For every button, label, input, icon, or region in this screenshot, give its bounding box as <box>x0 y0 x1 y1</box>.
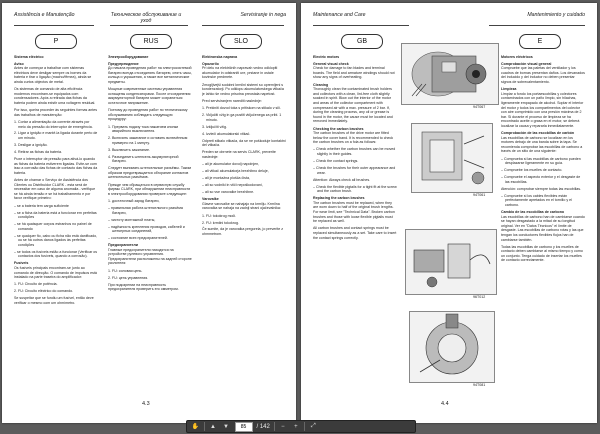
section-heading: Electric motors <box>313 55 340 59</box>
section-heading: Elektronska naprava <box>202 55 238 59</box>
zoom-out-icon[interactable]: − <box>281 423 285 430</box>
list-item: – чистоту монтажной платы, <box>108 217 156 222</box>
header-rule <box>313 25 409 26</box>
list-item: 4. Izvleči akumulatorski vtikač. <box>202 131 251 136</box>
paragraph: Zmogljivejši sodobni krmilni sistemi so opremljeni s kondenzatorji. Po odklopu akumulatorskega vtikača je lahko še vedno prisotna preostala napetost. <box>202 82 284 96</box>
section-heading: Limpieza <box>501 87 517 92</box>
page-number: 4.4 <box>441 401 449 407</box>
list-item: – ali so vse varovalke brezhibne. <box>202 190 255 195</box>
list-item: 3. Выключить зажигание. <box>108 147 150 152</box>
figure-code: 94T067 <box>473 105 486 109</box>
paragraph: Поэтому до проведения работ по техническому обслуживанию соблюдать следующую процедуру: <box>108 108 188 122</box>
section-heading: Электрооборудование <box>108 55 149 59</box>
header-gb: Maintenance and Care <box>313 12 366 18</box>
page-number: 4.3 <box>142 401 150 407</box>
list-item: 2. Vključiti vžig in ga pustiti vključenega za pribl. 1 minuto. <box>202 113 282 122</box>
header-rule <box>110 25 188 26</box>
list-item: Atención: comprobar siempre todas las escobillas. <box>501 186 582 191</box>
page-next-icon[interactable]: ▼ <box>223 423 229 430</box>
header-rule <box>489 25 585 26</box>
paragraph: Os fusíveis principais encontram-se junto ao comando de direcção. O comando de impulsos está instalado na parte traseira do amplificador: <box>14 266 97 280</box>
list-item: 2. FU: krmilni tokokrog. <box>202 220 239 225</box>
list-item: – se a ficha da bateria está a funcionar em perfeitas condições <box>14 210 97 220</box>
paragraph: Puxe o interruptor de pressão para ativá-lo quando as fichas da bateria estiverem ligadas. Evite-se com isso a corrosão das fichas de contacto das fichas da bateria. <box>14 157 98 175</box>
section-heading: Cambio de las escobillas de carbono <box>501 209 565 214</box>
text-column-ru <box>108 53 192 398</box>
paragraph: The carbon brushes of the drive motor are fitted below the cover band. It is recommended to check the carbon brushes on a fola as follows: <box>313 131 394 145</box>
section-heading: General visual check <box>313 61 349 66</box>
header-rule <box>14 25 94 26</box>
section-heading: Comprobación visual general <box>501 61 552 66</box>
paragraph: Preden se obrnete na servis CLARK, preverite naslednje: <box>202 150 276 160</box>
list-item: 4. Retirar as fichas da bateria. <box>14 150 62 155</box>
paragraph: Todas las escobillas de carbono y los muelles de contacto deben cambiarse al mismo tiempo y como un conjunto. Tenga cuidado de insertar los muelles de contacto correctamente. <box>501 244 583 263</box>
paragraph: Glavne varovalke se nahajajo na krmilju. Krmilna varovalka se nahaja na zadnji strani ojačevalnika: <box>202 201 281 211</box>
paragraph: Прежде чем обращаться в сервисную службу фирмы CLARK, при обнаружении неисправности в электрооборудовании проверьте следующее: <box>108 182 191 196</box>
pdf-toolbar <box>186 420 416 433</box>
language-badge-ru: RUS <box>130 34 172 49</box>
list-item: – состояние всех предохранителей. <box>108 236 168 241</box>
list-item: 1. Прервать подачу тока нажатием кнопки аварийного выключателя. <box>108 124 179 134</box>
motor-figure <box>401 43 499 105</box>
page-prev-icon[interactable]: ▲ <box>210 423 216 430</box>
list-item: – Check the contact springs. <box>313 159 359 164</box>
figure-code: 94T081 <box>473 383 486 387</box>
paragraph: Thoroughly clean the contaminated brush holders and collectors with a clean, lint-free cloth slightly soaked in spirit. Blow out the interior of the motor and areas of the collector compartment with compressed air with a max. pressure of 2 bar. If, during the cleaning process, any oil or grease is found in the motor, the cause must be located and removed immediately. <box>313 87 393 124</box>
list-item: – ali vtikač akumulatorja brezhibno deluje, <box>202 169 269 174</box>
right-page <box>301 3 597 423</box>
list-item: 1. Prekiniti dovod toka s pritiskom na stikalo v sili. <box>202 106 281 111</box>
page-number-input[interactable]: 85 <box>235 422 253 432</box>
list-item: 2. FU: цепь управления. <box>108 275 149 280</box>
list-item: 1. FU: tokokrog moči. <box>202 213 237 218</box>
list-item: 1. FU: силовая цепь. <box>108 268 143 273</box>
list-item: – надёжность крепления проводов, кабелей и штекерных соединений, <box>108 224 185 234</box>
section-heading: Motores eléctricos <box>501 55 533 59</box>
header-slo: Servisiranje in nega <box>240 12 286 18</box>
list-item: – Compruebe los muelles de contacto. <box>501 168 563 173</box>
section-heading: Replacing the carbon brushes <box>313 196 365 201</box>
list-item: 3. Izključiti vžig. <box>202 124 227 129</box>
text-column-gb <box>313 53 397 398</box>
list-item: – правильная работа штепсельного разъёма батареи, <box>108 205 183 215</box>
header-es: Mantenimiento y cuidado <box>527 12 585 18</box>
list-item: – Check the flexible pigtails for a tight fit at the screw and the carbon brush. <box>313 184 397 194</box>
list-item: – ali so vodniki in vtiči nepoškodovani, <box>202 183 263 188</box>
paragraph: До начала проведения работ на электросистемой батареи всегда отсоединять батарею, снять часы, кольца и украшения, а также все металлические предметы. <box>108 66 192 84</box>
carbon-brush-figure <box>405 229 497 295</box>
list-item: – Compruebe el aspecto exterior y el desgaste de las escobillas. <box>501 175 581 184</box>
section-heading: Comprobación de las escobillas de carbón <box>501 131 575 136</box>
list-item: 4. Разъединить штепсель аккумуляторной батареи. <box>108 154 179 164</box>
list-item: – Check the brushes for their outer appearance and wear. <box>313 166 396 175</box>
paragraph: Мощные современные системы управления оснащены конденсаторами. После отсоединения аккумуляторной батареи может сохраниться остаточное напряжение. <box>108 87 191 105</box>
text-column-slo <box>202 53 286 398</box>
collector-figure <box>409 311 495 383</box>
language-badge-slo: SLO <box>220 34 262 49</box>
fit-page-icon[interactable]: ⤢ <box>310 423 316 429</box>
section-heading: Sistema eléctrico <box>14 55 44 59</box>
text-column-es <box>501 53 585 398</box>
paragraph: Antes de começar a trabalhar com sistemas eléctricos deve desligar sempre os bornes da bateria e tirar o ligação (macho/fêmea), ainda se ainda curtos objectos de metal. <box>14 66 92 84</box>
paragraph: Compruebe que las paletas del ventilador y los cuadros de bornas presentan daños. Los devanados del inducido y del inductor no deben presentar signos de sobrecalentamiento. <box>501 66 585 84</box>
paragraph: Odpreti stikalo vtikača, da se ne poškoduje kontaktni del vtikača. <box>202 138 286 148</box>
section-heading: Предохранители <box>108 243 138 248</box>
section-heading: Checking the carbon brushes <box>313 126 364 131</box>
list-item: 2. Включить зажигание и оставить включённым примерно на 1 минуту. <box>108 136 188 145</box>
left-page <box>2 3 296 423</box>
list-item: 1. Cortar a alimentação da corrente através por meio da pressão do interruptor de emergência. <box>14 119 93 129</box>
section-heading: Aviso <box>14 61 24 66</box>
paragraph: При подозрении на неисправность предохранителя проверить его омметром. <box>108 282 179 292</box>
section-heading: Varovalke <box>202 197 219 202</box>
toolbar-separator <box>304 422 305 431</box>
brush-holder-figure <box>411 123 493 193</box>
header-pt: Assistência e Manutenção <box>14 12 75 18</box>
paragraph: Por isso, queira proceder às seguintes formas antes das trabalhos de manutenção: <box>14 108 98 117</box>
list-item: – Comprueba si las escobillas de carbono pueden desplazarse ligeramente en su guía. <box>501 156 581 166</box>
list-item: – ali je akumulator dovolj napolnjen, <box>202 162 260 167</box>
list-item: – Check whether the carbon brushes can be moved slightly in their guides. <box>313 147 396 157</box>
list-item: 2. FU: Circuito eléctrico do comando. <box>14 289 74 294</box>
paragraph: Las escobillas de carbono han de cambiarse cuando se hayan desgastado a la mitad de su longitud original. Ver en "Datos Técnicos" el límite de desgaste. Las escobillas de carbono rotas y las que tengan los conductores flexibles flojos han de cambiarse también. <box>501 214 585 242</box>
paragraph: Главные предохранители находятся на устройстве рулевого управления. Предохранители расположены на задней стороне усилителя: <box>108 247 192 266</box>
list-item: 1. FU: Circuito de potência. <box>14 282 58 287</box>
paragraph: Se suspeitar que se fundiu um fusível, então deve verificar o mesmo com um ohmímetro. <box>14 296 94 305</box>
section-heading: Fusíveis <box>14 261 29 266</box>
section-heading: Предупреждение <box>108 61 139 66</box>
hand-icon[interactable]: ✋ <box>191 424 200 430</box>
paragraph: Pri delu na električnih napravah vedno odklopiti akumulator in odstraniti ure, prstane in ostale kovinske predmete. <box>202 66 278 80</box>
paragraph: All carbon brushes and contact springs must be replaced simultaneously as a set. Take care to insert the contact springs correctly. <box>313 226 397 240</box>
paragraph: Check for damage to fan blades and terminal boards. The field and armature windings should not show any signs of overheating. <box>313 66 395 80</box>
toolbar-separator <box>274 422 275 431</box>
figure-code: 94T061 <box>473 193 486 197</box>
language-badge-gb: GB <box>341 34 383 49</box>
text-column-pt <box>14 53 98 398</box>
section-heading: Opozorilo <box>202 61 219 66</box>
paragraph: Limpiar a fondo los portaescobillas y colectores contaminados con un paño limpio, sin hilachas, ligeramente empapado de alcohol. Soplar el interior del motor y todos los compartimentos del colector con aire comprimido con una presión máxima de 2 bar. Si durante el proceso de limpieza se ha encontrado aceite o grasa en el motor, se deberá localizar la causa y repararla inmediatamente. <box>501 91 584 128</box>
list-item: – se qualquer fio, cabo ou ficha não está danificado, ou se há outros danos ligados às perfeitas condições <box>14 233 98 247</box>
list-item: – se a bateria tem carga suficiente <box>14 203 69 208</box>
header-ru: Техническое обслуживание и уход <box>110 12 182 24</box>
paragraph: Antes de chamar o Serviço de Assistência dos Clientes ou Distribuidor CLARK - esta será de necessitar em caso de alguma anomalia - verifique se há ainda tensão e se há trabalhamento e por favor verifique primeiro: <box>14 178 96 201</box>
list-item: – se todos os fusíveis estão a funcionar (Verificar os contactos dos fusíveis, quando a corrosão). <box>14 249 98 259</box>
paragraph: Os sistemas de comando de alta eficiência modernos encontram-se equipados com condensadores. Após a retirada das fichas da bateria podem ainda existir uma voltagem residual. <box>14 87 96 105</box>
paragraph: Če sumite, da je varovalka pregorela, jo preverite z ohmmetrom. <box>202 227 284 237</box>
language-badge-pt: P <box>35 34 77 49</box>
total-pages: / 142 <box>256 423 270 430</box>
header-rule <box>202 25 284 26</box>
language-badge-e: E <box>519 34 561 49</box>
paragraph: Las escobillas de carbono se localizan en los motores debajo de una banda sobre la tapa. Se recomienda comprobar las escobillas de carbono a través de un sitio de una siguiente: <box>501 135 583 154</box>
list-item: – ali je montažna plošča čista, <box>202 176 250 181</box>
list-item: 2. Ligar a ignição e mantê-la ligada durante perto de um minuto. <box>14 131 98 141</box>
paragraph: The carbon brushes must be replaced, when they are worn down to half of the original brush lengths. For wear limit, see "Technical Data". Broken carbon brushes and those with loose flexible pigtails must be replaced as well. <box>313 200 395 224</box>
paragraph: Следует вынимать штепсельные разъёмы. Таким образом предотвращается обгорание контактов штепсельных разъёмов. <box>108 166 191 180</box>
zoom-in-icon[interactable]: + <box>294 423 298 430</box>
paragraph: Pred servisiranjem narediti naslednje: <box>202 98 262 103</box>
list-item: – Compruebe si los cables flexibles están perfectamente apretados en el tornillo y el carbono. <box>501 193 572 207</box>
list-item: – se há quaisquer corpos estranhos no painel de comando <box>14 222 92 231</box>
list-item: 3. Desligar a ignição. <box>14 143 48 148</box>
list-item: Attention: Always check all brushes. <box>313 177 371 182</box>
figure-code: 96T012 <box>473 295 486 299</box>
toolbar-separator <box>204 422 205 431</box>
section-heading: Cleaning <box>313 82 329 87</box>
list-item: 1. достаточный заряд батареи, <box>108 198 160 203</box>
